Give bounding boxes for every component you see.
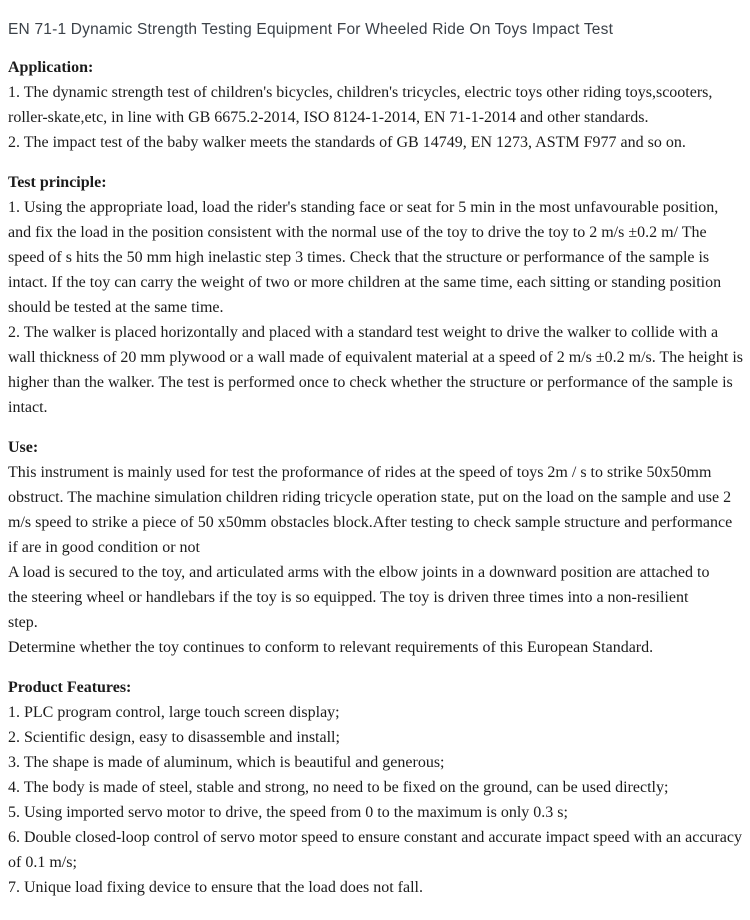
paragraph: A load is secured to the toy, and articulated arms with the elbow joints in a downward position are attached to (8, 564, 710, 581)
section-paragraphs (8, 460, 744, 660)
section-paragraphs (8, 195, 744, 420)
paragraph: 2. The impact test of the baby walker meets the standards of GB 14749, EN 1273, ASTM F977 and so on. (8, 134, 686, 151)
paragraph: 1. The dynamic strength test of children's bicycles, children's tricycles, electric toys other riding toys,scooters, roller-skate,etc, in line with GB 6675.2-2014, ISO 8124-1-2014, EN 71-1-2014 and other standards. (8, 84, 713, 126)
section-heading: Use: (8, 439, 39, 456)
document-section (8, 435, 744, 660)
document-section (8, 55, 744, 155)
section-heading: Application: (8, 59, 94, 76)
paragraph: This instrument is mainly used for test the proformance of rides at the speed of toys 2m / s to strike 50x50mm obstruct. The machine simulation children riding tricycle operation state, put on the load on the sample and use 2 m/s speed to strike a piece of 50 x50mm obstacles block.After testing to check sample structure and performance if are in good condition or not (8, 464, 733, 556)
section-heading: Test principle: (8, 174, 107, 191)
paragraph: 2. The walker is placed horizontally and placed with a standard test weight to drive the walker to collide with a wall thickness of 20 mm plywood or a wall made of equivalent material at a speed of 2 m/s ±0.2 m/s. The height is higher than the walker. The test is performed once to check whether the structure or performance of the sample is intact. (8, 324, 743, 416)
paragraph: Determine whether the toy continues to conform to relevant requirements of this European Standard. (8, 639, 654, 656)
paragraph: step. (8, 614, 38, 631)
section-paragraphs (8, 80, 744, 155)
paragraph: 7. Unique load fixing device to ensure that the load does not fall. (8, 879, 423, 896)
paragraph: 4. The body is made of steel, stable and strong, no need to be fixed on the ground, can be used directly; (8, 779, 669, 796)
paragraph: 1. PLC program control, large touch screen display; (8, 704, 340, 721)
paragraph: 5. Using imported servo motor to drive, the speed from 0 to the maximum is only 0.3 s; (8, 804, 568, 821)
section-paragraphs (8, 700, 744, 900)
paragraph: 2. Scientific design, easy to disassemble and install; (8, 729, 340, 746)
paragraph: 3. The shape is made of aluminum, which is beautiful and generous; (8, 754, 445, 771)
paragraph: the steering wheel or handlebars if the toy is so equipped. The toy is driven three times into a non-resilient (8, 589, 689, 606)
page-title: EN 71-1 Dynamic Strength Testing Equipment For Wheeled Ride On Toys Impact Test (8, 21, 614, 38)
document-section (8, 675, 744, 900)
section-heading: Product Features: (8, 679, 132, 696)
document-section (8, 170, 744, 420)
sections (8, 55, 744, 900)
paragraph: 6. Double closed-loop control of servo motor speed to ensure constant and accurate impact speed with an accuracy of 0.1 m/s; (8, 829, 742, 871)
paragraph: 1. Using the appropriate load, load the rider's standing face or seat for 5 min in the most unfavourable position, and fix the load in the position consistent with the normal use of the toy to drive the toy to 2 m/s ±0.2 m/ The speed of s hits the 50 mm high inelastic step 3 times. Check that the structure or performance of the sample is intact. If the toy can carry the weight of two or more children at the same time, each sitting or standing position should be tested at the same time. (8, 199, 722, 316)
